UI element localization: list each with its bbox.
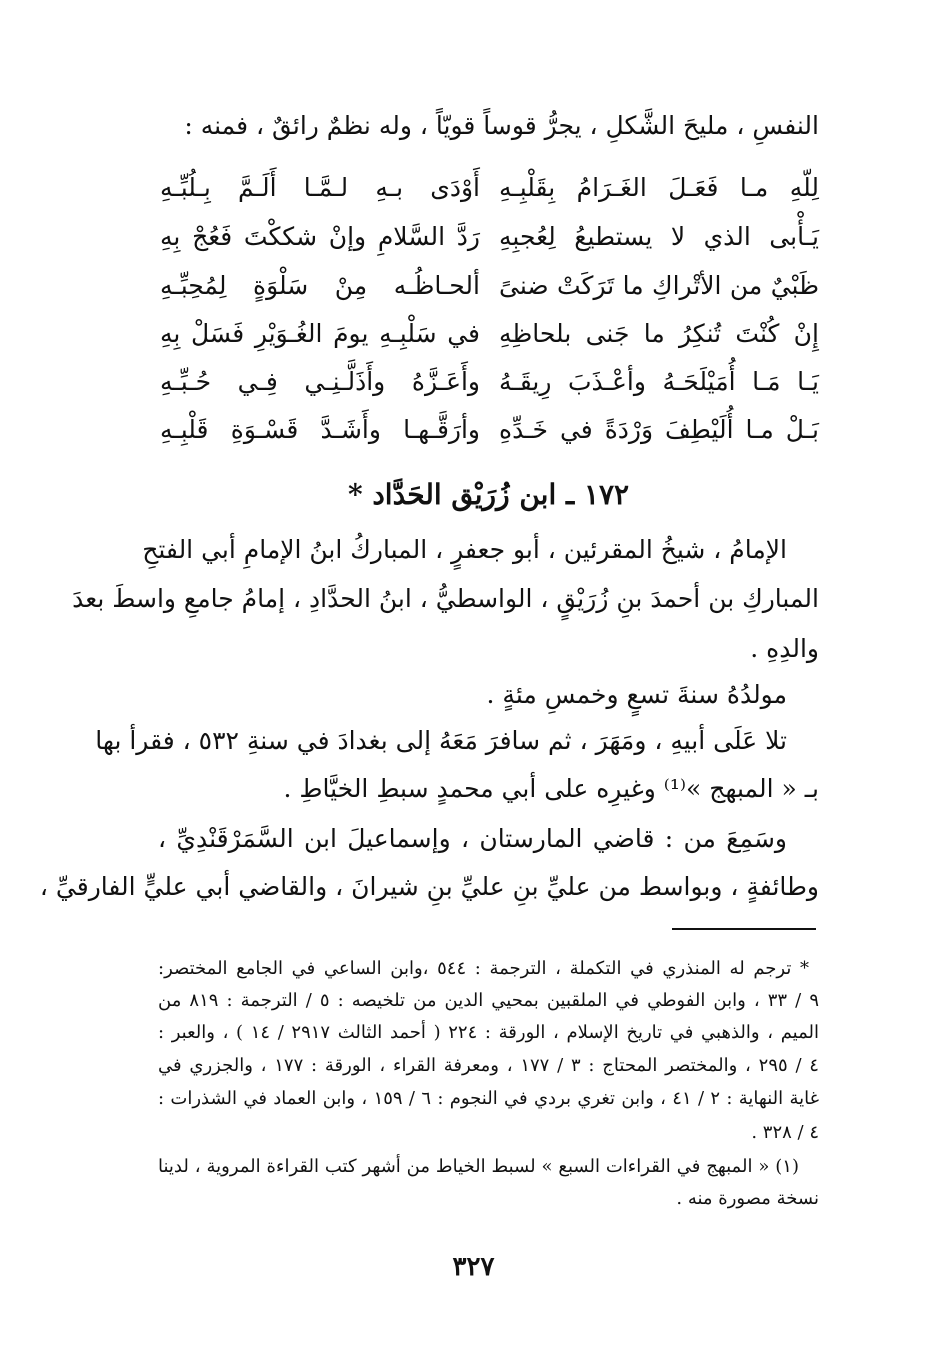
verse-second-hemistich: ألحـاظُـه مِنْ سَلْوَةٍ لِمُحِبِّـهِ (160, 271, 480, 300)
body-line: وطائفةٍ ، وبواسط من عليِّ بنِ عليِّ بنِ شيرانَ ، والقاضي أبي عليٍّ الفارقيِّ ، (39, 872, 819, 901)
page-number: ٣٢٧ (452, 1252, 495, 1282)
body-line: والدِهِ . (750, 634, 819, 663)
verse-second-hemistich: رَدَّ السَّلامِ وإنْ شككْتَ فَعُجْ بِهِ (160, 222, 480, 251)
footnote-line: ٤ / ٢٩٥ ، والمختصر المحتاج : ٣ / ١٧٧ ، ومعرفة القراء ، الورقة : ١٧٧ ، والجزري في (158, 1055, 819, 1076)
verse-first-hemistich: إِنْ كُنْتَ تُنكِرُ ما جَنى بلحاظِهِ (499, 319, 819, 348)
verse-row (160, 168, 819, 208)
verse-row (160, 217, 819, 257)
body-line: وسَمِعَ من : قاضي المارستان ، وإسماعيلَ ابن السَّمَرْقَنْدِيِّ ، (158, 824, 787, 853)
verse-first-hemistich: يَـأْبى الذي لا يستطيعُ لِعُجبِهِ (499, 222, 819, 251)
verse-row (160, 314, 819, 354)
footnote-separator (672, 928, 816, 930)
verse-second-hemistich: أَوْدَى بـهِ لـمَّـا أَلَـمَّ بِـلُبِّـهِ (160, 173, 480, 202)
verse-second-hemistich: وأرَقَّـهـا وأَشَـدَّ قَسْـوَةِ قَلْبِـهِ (160, 415, 480, 444)
verse-first-hemistich: ظَبْيٌ من الأتْراكِ ما تَرَكَتْ ضنىً (499, 271, 819, 300)
verse-row (160, 410, 819, 450)
body-line: تلا عَلَى أبيهِ ، ومَهَرَ ، ثم سافرَ مَعَهُ إلى بغدادَ في سنةِ ٥٣٢ ، فقرأ بها (95, 726, 787, 755)
verse-row (160, 266, 819, 306)
verse-row (160, 362, 819, 402)
footnote-line: * ترجم له المنذري في التكملة ، الترجمة : ٥٤٤ ،وابن الساعي في الجامع المختصر: (158, 958, 809, 979)
footnote-line: ٩ / ٣٣ ، وابن الفوطي في الملقبين بمحيي الدين من تلخيصه : ٥ / الترجمة : ٨١٩ من (158, 990, 819, 1011)
verse-first-hemistich: بَـلْ مـا أُلَيْطِفَ وَرْدَةً في خَـدِّهِ (499, 415, 819, 444)
verse-second-hemistich: في سَلْبِـهِ يومَ الغُـوَيْرِ فَسَلْ بِهِ (160, 319, 480, 348)
intro-line: النفسِ ، مليحَ الشَّكلِ ، يجرُّ قوساً قويّاً ، وله نظمٌ رائقٌ ، فمنه : (184, 111, 819, 140)
verse-first-hemistich: لِلّهِ مـا فَعَـلَ الغَـرَامُ بِقَلْبِـهِ (499, 173, 819, 202)
body-line: بـ « المبهج »⁽¹⁾ وغيرِه على أبي محمدٍ سبطِ الخيَّاطِ . (283, 774, 819, 803)
footnote-line: (١) « المبهج في القراءات السبع » لسبط الخياط من أشهر كتب القراءة المروية ، لدينا (158, 1156, 799, 1177)
footnote-line: غاية النهاية : ٢ / ٤١ ، وابن تغري بردي في النجوم : ٦ / ١٥٩ ، وابن العماد في الشذرات : (158, 1088, 820, 1109)
verse-second-hemistich: وأَعَـزَّهُ وأَذَلَّـنِـي فِـي حُـبِّـهِ (160, 367, 480, 396)
footnote-line: نسخة مصورة منه . (676, 1188, 819, 1209)
verse-first-hemistich: يَـا مَـا أُمَيْلَحَـهُ وأعْـذَبَ رِيقَـهُ (499, 367, 819, 396)
footnote-line: ٤ / ٣٢٨ . (751, 1122, 819, 1143)
entry-title: ١٧٢ ـ ابن زُرَيْق الحَدَّاد * (347, 478, 630, 511)
body-line: المباركِ بن أحمدَ بنِ زُرَيْقٍ ، الواسطيُّ ، ابنُ الحدَّادِ ، إمامُ جامعِ واسطَ بعدَ (72, 584, 819, 613)
footnote-line: الميم ، والذهبي في تاريخ الإسلام ، الورقة : ٢٢٤ ( أحمد الثالث ٢٩١٧ / ١٤ ) ، والعبر : (158, 1022, 820, 1043)
body-line: مولدُهُ سنةَ تسعٍ وخمسِ مئةٍ . (486, 680, 787, 709)
body-line: الإمامُ ، شيخُ المقرئين ، أبو جعفرٍ ، المباركُ ابنُ الإمامِ أبي الفتحِ (142, 535, 787, 564)
